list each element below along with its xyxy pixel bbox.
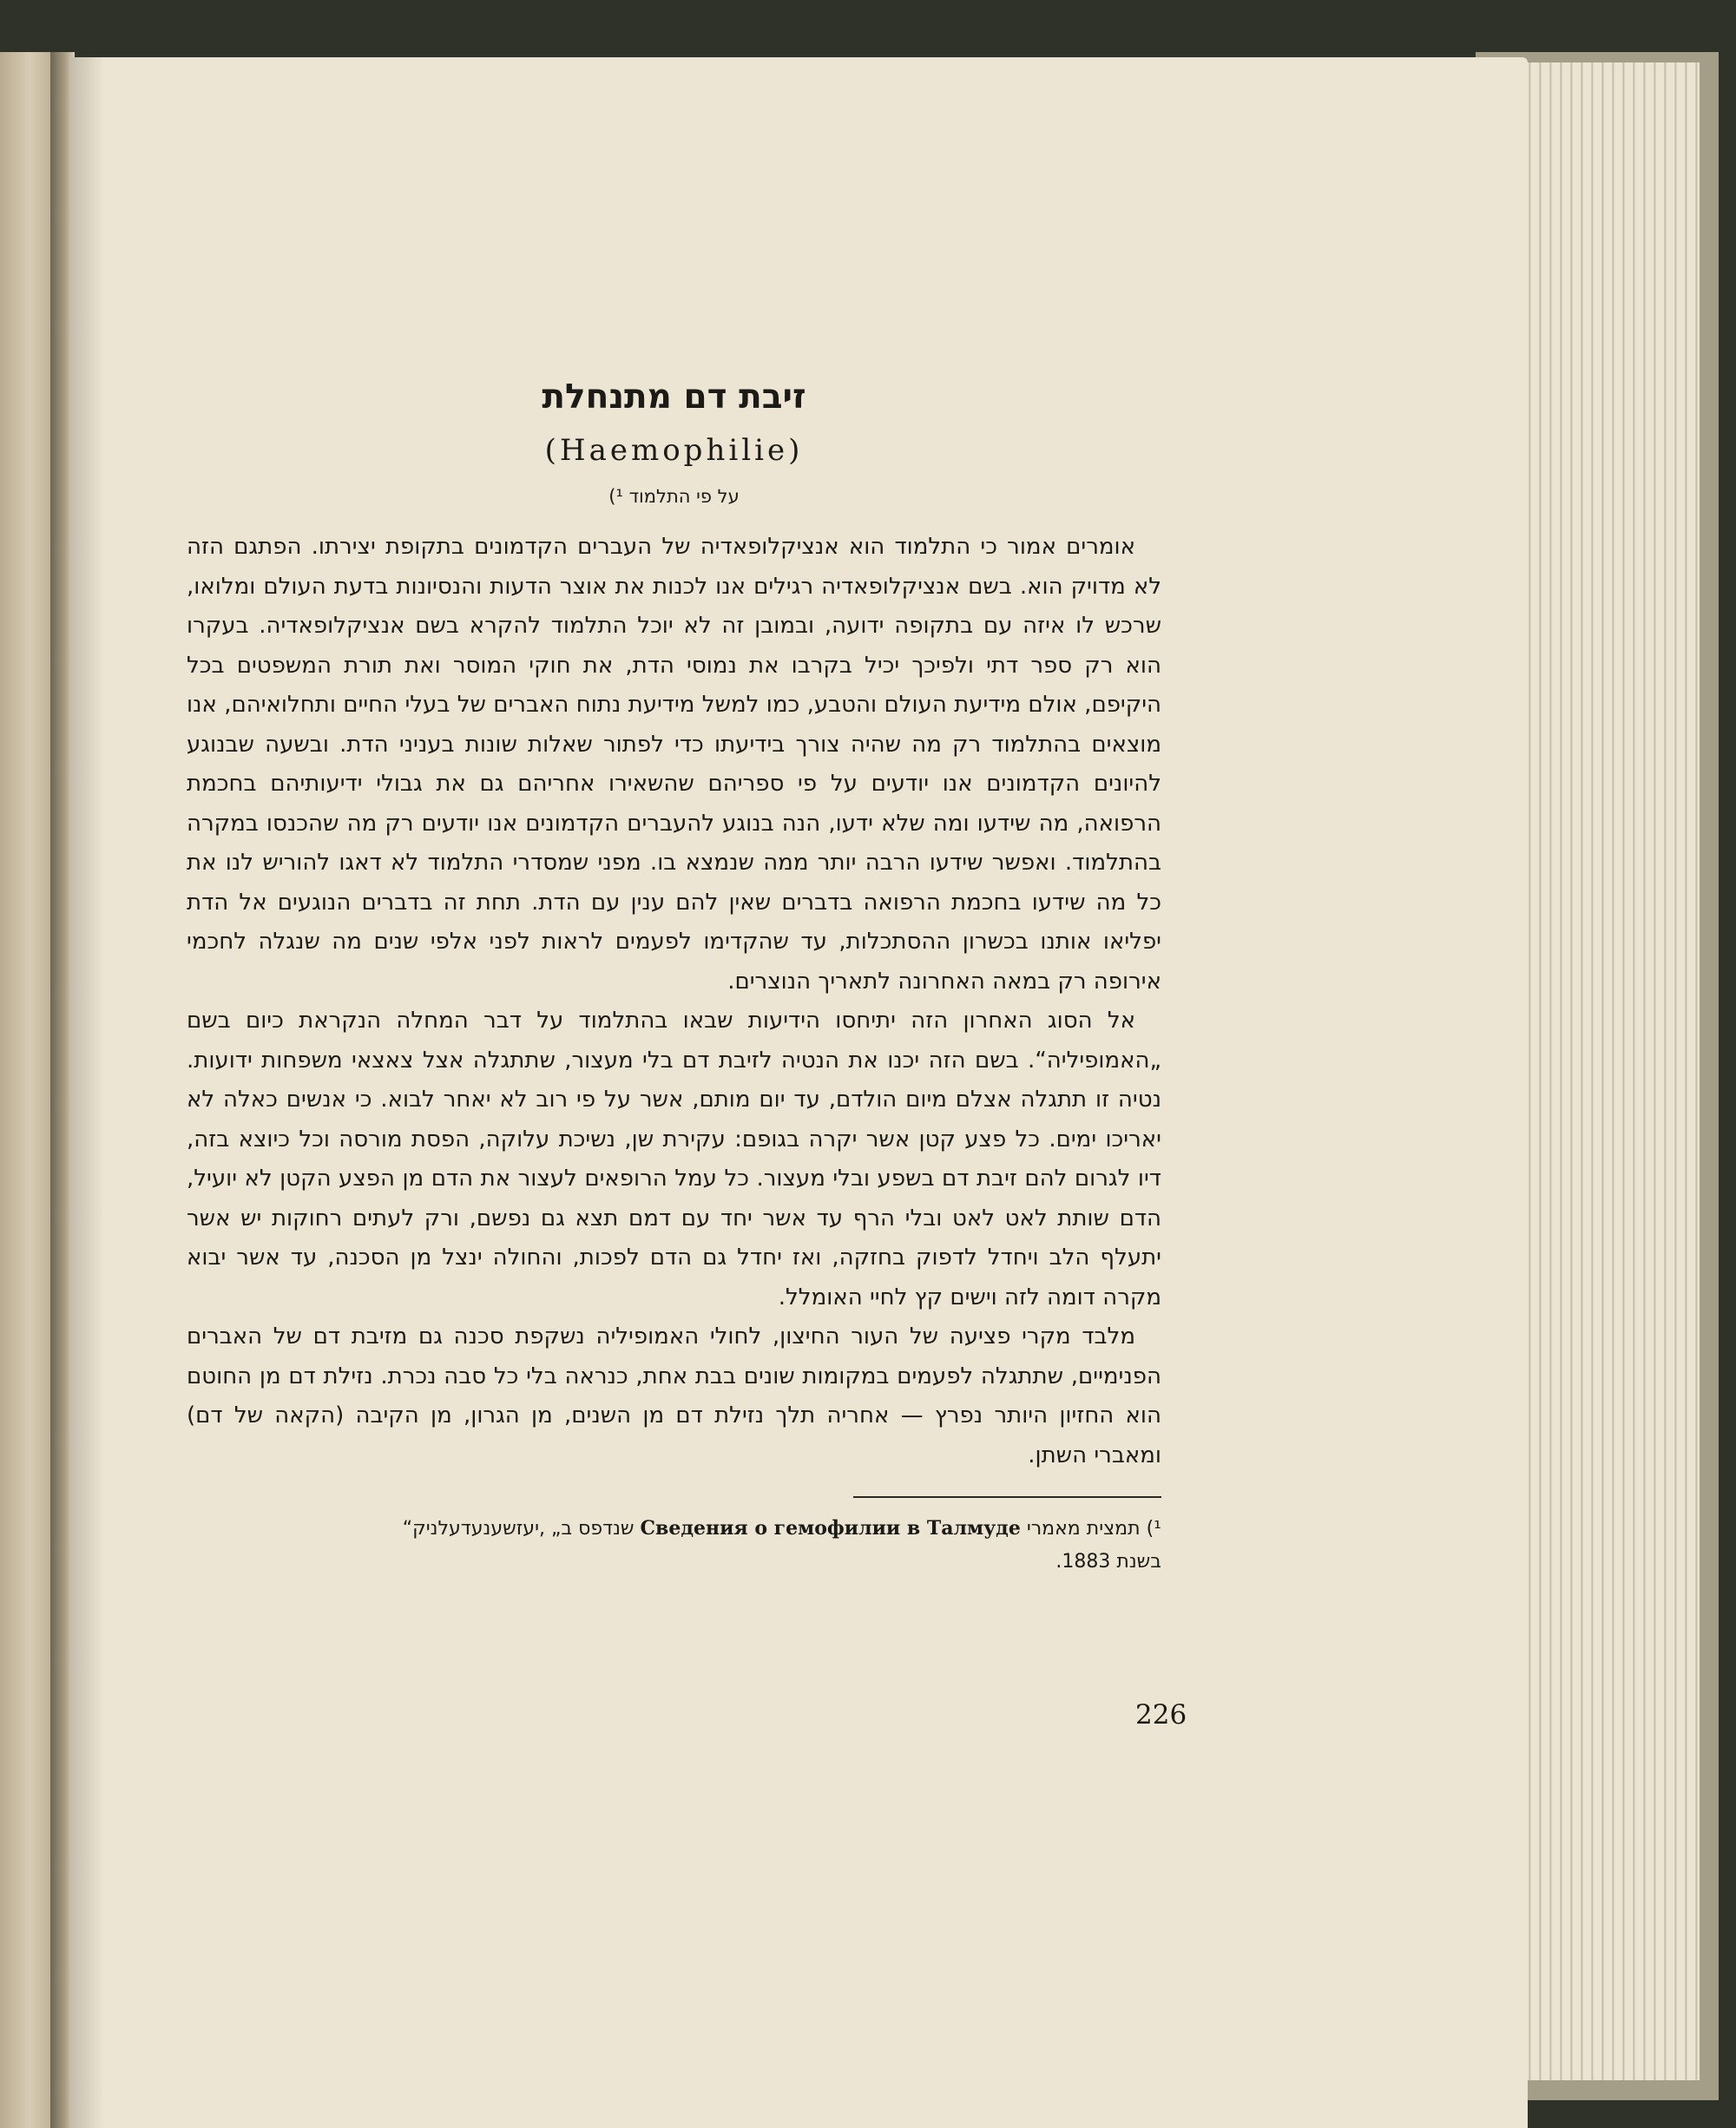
footnote-text-after: שנדפס ב„ ,יעזשענעדעלניק“ (402, 1518, 635, 1540)
page-content (187, 373, 1161, 1579)
footnote-rule (853, 1496, 1161, 1498)
page-fold-shade (69, 57, 104, 2128)
paragraph-2: אל הסוג האחרון הזה יתיחסו הידיעות שבאו בהתלמוד על דבר המחלה הנקראת כיום בשם „האמופיליה“. בשם הזה יכנו את הנטיה לזיבת דם בלי מעצור, שתתגלה אצל צאצאי משפחות ידועות. נטיה זו תתגלה אצלם מיום הולדם, עד יום מותם, אשר על פי רוב לא יאחר לבוא. כי אנשים כאלה לא יאריכו ימים. כל פצע קטן אשר יקרה בגופם: עקירת שן, נשיכת עלוקה, הפסת מורסה וכל כיוצא בזה, דיו לגרום להם זיבת דם בשפע ובלי מעצור. כל עמל הרופאים לעצור את הדם מן הפצע הקטן לא יועיל, הדם שותת לאט לאט ובלי הרף עד אשר יחד עם דמם תצא גם נפשם, ורק לעתים רחוקות יש אשר יתעלף הלב ויחדל לדפוק בחזקה, ואז יחדל גם הדם לפכות, והחולה ינצל מן הסכנה, עד אשר יבוא מקרה דומה לזה וישים קץ לחיי האומלל. (187, 1008, 1161, 1310)
page-edges-stack (1510, 62, 1700, 2080)
article-byline: על פי התלמוד ¹) (608, 486, 740, 507)
footnote-text-before: תמצית מאמרי (1026, 1518, 1141, 1540)
article-body (187, 528, 1161, 1475)
footnote (187, 1512, 1161, 1579)
paragraph-3: מלבד מקרי פציעה של העור החיצון, לחולי האמופיליה נשקפת סכנה גם מזיבת דם של האברים הפנימיים, שתתגלה לפעמים במקומות שונים בבת אחת, כנראה בלי כל סבה נכרת. נזילת דם מן החוטם הוא החזיון היותר נפרץ — אחריה תלך נזילת דם מן השנים, מן הגרון, מן הקיבה (הקאה של דם) ומאברי השתן. (187, 1323, 1161, 1468)
page-number: 226 (1135, 1699, 1187, 1731)
facing-page-sliver (0, 52, 50, 2128)
paragraph-1: אומרים אמור כי התלמוד הוא אנציקלופאדיה של העברים הקדמונים בתקופת יצירתו. הפתגם הזה לא מדויק הוא. בשם אנציקלופאדיה רגילים אנו לכנות את אוצר הדעות והנסיונות בדעת העולם ומלואו, שרכש לו איזה עם בתקופה ידועה, ובמובן זה לא יוכל התלמוד להקרא בשם אנציקלופאדיה. בעקרו הוא רק ספר דתי ולפיכך יכיל בקרבו את נמוסי הדת, את חוקי המוסר ואת תורת המשפטים בכל היקיפם, אולם מידיעת העולם והטבע, כמו למשל מידיעת נתוח האברים של בעלי החיים ותחלואיהם, אנו מוצאים בהתלמוד רק מה שהיה צורך בידיעתו כדי לפתור שאלות שונות בעניני הדת. ובשעה שבנוגע להיונים הקדמונים אנו יודעים על פי ספריהם שהשאירו אחריהם גם את גבולי ידיעותיהם בחכמת הרפואה, מה שידעו ומה שלא ידעו, הנה בנוגע להעברים הקדמונים אנו יודעים רק מה שהכנסו במקרה בהתלמוד. ואפשר שידעו הרבה יותר ממה שנמצא בו. מפני שמסדרי התלמוד לא דאגו להוריש לנו את כל מה שידעו בחכמת הרפואה בדברים שאין להם ענין עם הדת. תחת זה בדברים הנוגעים אל הדת יפליאו אותנו בכשרון ההסתכלות, עד שהקדימו לפעמים לראות לפני אלפי שנים מה שנגלה לחכמי אירופה רק במאה האחרונה לתאריך הנוצרים. (187, 534, 1161, 995)
article-title: זיבת דם מתנחלת (542, 378, 806, 417)
footnote-russian-title: Сведения о гемофилии в Талмуде (640, 1517, 1021, 1540)
article-subtitle: (Haemophilie) (544, 433, 804, 468)
footnote-line-2: בשנת 1883. (1055, 1551, 1161, 1573)
footnote-marker: ¹) (1146, 1518, 1161, 1540)
footnote-line-1 (187, 1512, 1161, 1546)
